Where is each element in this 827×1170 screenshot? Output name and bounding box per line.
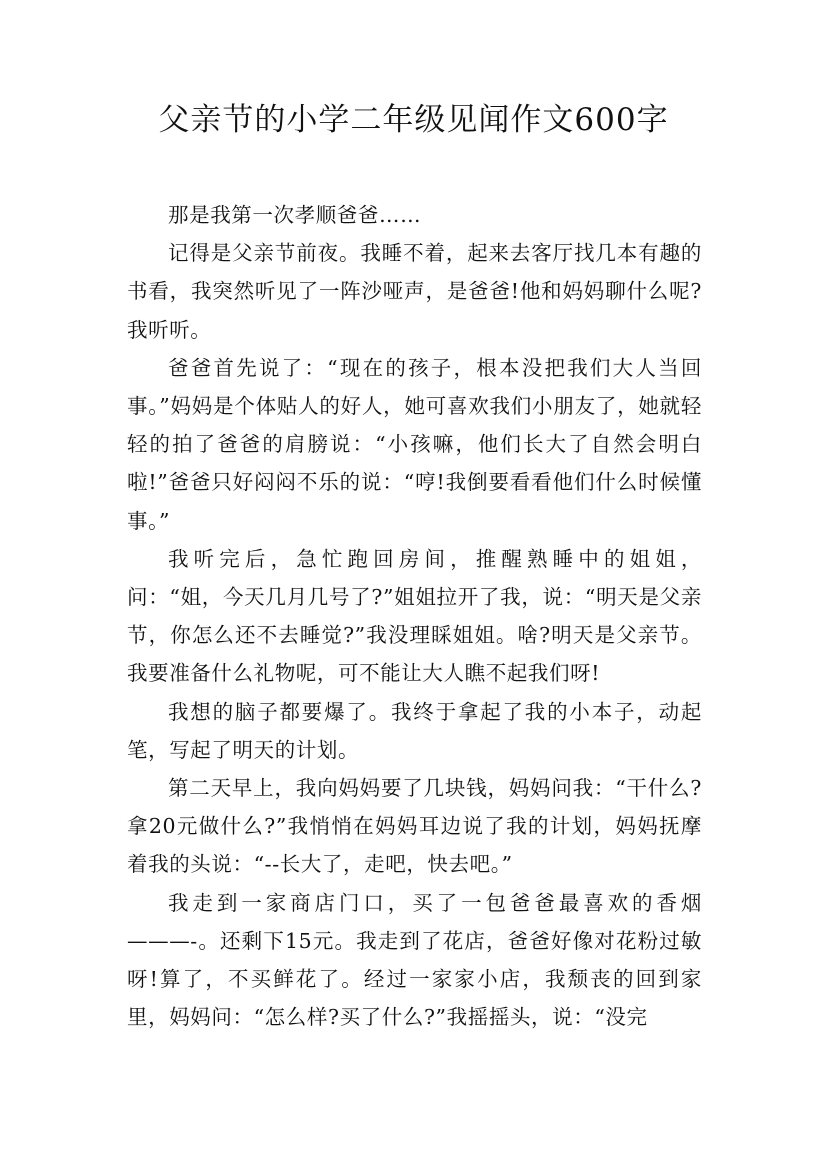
paragraph: 爸爸首先说了：“现在的孩子，根本没把我们大人当回事。”妈妈是个体贴人的好人，她可喜欢我们小朋友了，她就轻轻的拍了爸爸的肩膀说：“小孩嘛，他们长大了自然会明白啦!”爸爸只好闷闷不乐的说：“哼!我倒要看看他们什么时候懂事。” — [127, 355, 702, 533]
paragraph: 我听完后，急忙跑回房间，推醒熟睡中的姐姐，问：“姐，今天几月几号了?”姐姐拉开了我，说：“明天是父亲节，你怎么还不去睡觉?”我没理睬姐姐。啥?明天是父亲节。我要准备什么礼物呢，可不能让大人瞧不起我们呀! — [127, 546, 702, 686]
paragraph: 我走到一家商店门口，买了一包爸爸最喜欢的香烟———-。还剩下15元。我走到了花店，爸爸好像对花粉过敏呀!算了，不买鲜花了。经过一家家小店，我颓丧的回到家里，妈妈问：“怎么样?买了什么?”我摇摇头，说：“没完 — [127, 890, 702, 1030]
paragraph: 第二天早上，我向妈妈要了几块钱，妈妈问我：“干什么?拿20元做什么?”我悄悄在妈妈耳边说了我的计划，妈妈抚摩着我的头说：“--长大了，走吧，快去吧。” — [127, 776, 702, 877]
document-body — [127, 196, 702, 1036]
paragraph: 那是我第一次孝顺爸爸…… — [168, 203, 422, 227]
paragraph: 我想的脑子都要爆了。我终于拿起了我的小本子，动起笔，写起了明天的计划。 — [127, 699, 702, 762]
paragraph: 记得是父亲节前夜。我睡不着，起来去客厅找几本有趣的书看，我突然听见了一阵沙哑声，是爸爸!他和妈妈聊什么呢?我听听。 — [127, 241, 702, 342]
document-title: 父亲节的小学二年级见闻作文600字 — [158, 102, 669, 138]
